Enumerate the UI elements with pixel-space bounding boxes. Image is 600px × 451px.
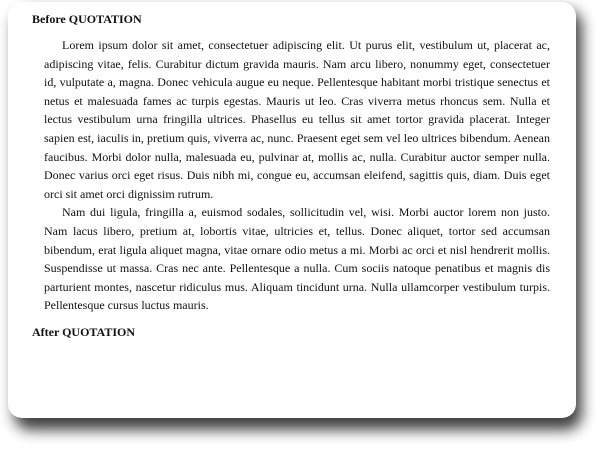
after-quotation-heading: After QUOTATION [32, 324, 135, 339]
quotation-paragraph-2: Nam dui ligula, fringilla a, euismod sodales, sollicitudin vel, wisi. Morbi auctor lorem non justo. Nam lacus libero, pretium at, lobortis vitae, ultricies et, tellus. Donec aliquet, tortor sed accumsan bibendum, erat ligula aliquet magna, vitae ornare odio metus a mi. Morbi ac orci et nisl hendrerit mollis. Suspendisse ut massa. Cras nec ante. Pellentesque a nulla. Cum sociis natoque penatibus et magnis dis parturient montes, nascetur ridiculus mus. Aliquam tincidunt urna. Nulla ullamcorper vestibulum turpis. Pellentesque cursus luctus mauris. [44, 205, 550, 313]
document-page [8, 2, 576, 418]
quotation-block [44, 36, 550, 315]
quotation-paragraph-1: Lorem ipsum dolor sit amet, consectetuer adipiscing elit. Ut purus elit, vestibulum ut, placerat ac, adipiscing vitae, felis. Curabitur dictum gravida mauris. Nam arcu libero, nonummy eget, consectetuer id, vulputate a, magna. Donec vehicula augue eu neque. Pellentesque habitant morbi tristique senectus et netus et malesuada fames ac turpis egestas. Mauris ut leo. Cras viverra metus rhoncus sem. Nulla et lectus vestibulum urna fringilla ultrices. Phasellus eu tellus sit amet tortor gravida placerat. Integer sapien est, iaculis in, pretium quis, viverra ac, nunc. Praesent eget sem vel leo ultrices bibendum. Aenean faucibus. Morbi dolor nulla, malesuada eu, pulvinar at, mollis ac, nulla. Curabitur auctor semper nulla. Donec varius orci eget risus. Duis nibh mi, congue eu, accumsan eleifend, sagittis quis, diam. Duis eget orci sit amet orci dignissim rutrum. [44, 38, 550, 201]
before-quotation-heading: Before QUOTATION [32, 12, 142, 26]
